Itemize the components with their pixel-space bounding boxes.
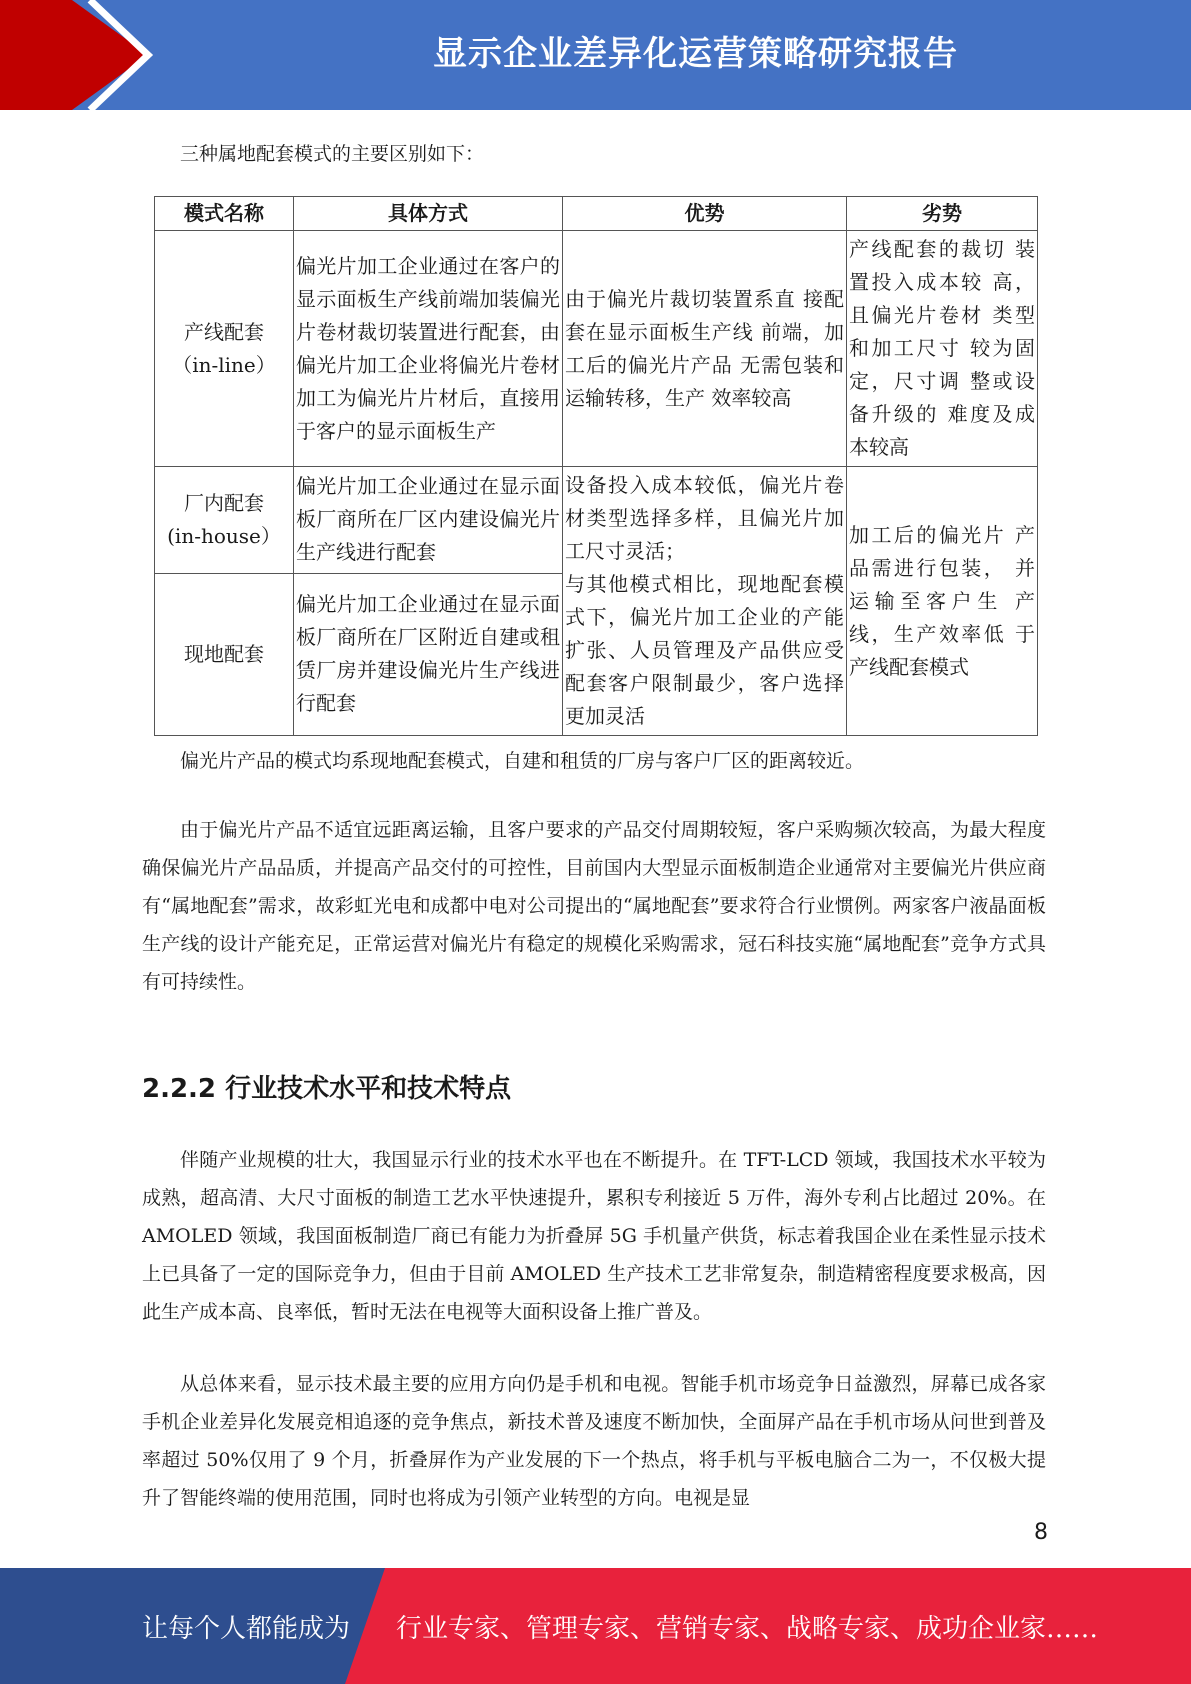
- header-cell: 模式名称: [155, 197, 294, 231]
- mode-method-cell: 偏光片加工企业通过在客户的显示面板生产线前端加装偏光片卷材裁切装置进行配套，由偏光片加工企业将偏光片卷材加工为偏光片片材后，直接用于客户的显示面板生产: [294, 231, 563, 467]
- header-cell: 劣势: [847, 197, 1038, 231]
- page-number: 8: [1034, 1520, 1048, 1545]
- mode-name-en: （in-line）: [172, 352, 276, 377]
- mode-method-cell: 偏光片加工企业通过在显示面板厂商所在厂区内建设偏光片生产线进行配套: [294, 467, 563, 574]
- mode-name: 现地配套: [184, 641, 264, 666]
- header-cell: 优势: [563, 197, 847, 231]
- table-row: [155, 231, 1038, 467]
- mode-comparison-table: [154, 196, 1038, 736]
- report-title: 显示企业差异化运营策略研究报告: [433, 34, 958, 74]
- footer-slogan-left: 让每个人都能成为: [142, 1614, 351, 1644]
- body-paragraph: 偏光片产品的模式均系现地配套模式，自建和租赁的厂房与客户厂区的距离较近。: [180, 750, 865, 772]
- mode-disadvantage-cell: 产线配套的裁切 装置投入成本较 高，且偏光片卷材 类型和加工尺寸 较为固定，尺寸调 整或设备升级的 难度及成本较高: [847, 231, 1038, 467]
- mode-name: 厂内配套: [184, 490, 264, 515]
- mode-method-cell: 偏光片加工企业通过在显示面板厂商所在厂区附近自建或租赁厂房并建设偏光片生产线进行配套: [294, 573, 563, 735]
- page-header: [0, 0, 1191, 110]
- body-paragraph: 由于偏光片产品不适宜远距离运输，且客户要求的产品交付周期较短，客户采购频次较高，为最大程度确保偏光片产品品质，并提高产品交付的可控性，目前国内大型显示面板制造企业通常对主要偏光片供应商有“属地配套”需求，故彩虹光电和成都中电对公司提出的“属地配套”要求符合行业惯例。两家客户液晶面板生产线的设计产能充足，正常运营对偏光片有稳定的规模化采购需求，冠石科技实施“属地配套”竞争方式具有可持续性。: [142, 819, 1046, 993]
- footer-slogan-right: 行业专家、管理专家、营销专家、战略专家、成功企业家……: [396, 1614, 1099, 1644]
- table-intro: 三种属地配套模式的主要区别如下：: [180, 143, 485, 165]
- body-paragraph: 从总体来看，显示技术最主要的应用方向仍是手机和电视。智能手机市场竞争日益激烈，屏幕已成各家手机企业差异化发展竞相追逐的竞争焦点，新技术普及速度不断加快，全面屏产品在手机市场从问世到普及率超过 50%仅用了 9 个月，折叠屏作为产业发展的下一个热点，将手机与平板电脑合二为一，不仅极大提升了智能终端的使用范围，同时也将成为引领产业转型的方向。电视是显: [142, 1373, 1046, 1509]
- table-row: [155, 467, 1038, 574]
- shared-advantage-1: 设备投入成本较低，偏光片卷材类型选择多样，且偏光片加工尺寸灵活；: [565, 473, 844, 563]
- header-cell: 具体方式: [294, 197, 563, 231]
- header-red-arrow: [0, 0, 148, 110]
- mode-name: 产线配套: [184, 319, 264, 344]
- shared-advantage-2: 与其他模式相比，现地配套模式下，偏光片加工企业的产能扩张、人员管理及产品供应受配套客户限制最少，客户选择更加灵活: [565, 572, 844, 728]
- mode-name-en: (in-house）: [167, 523, 281, 548]
- mode-name-cell: [155, 231, 294, 467]
- mode-advantage-cell: 由于偏光片裁切装置系直 接配套在显示面板生产线 前端，加工后的偏光片产品 无需包装和运输转移，生产 效率较高: [563, 231, 847, 467]
- shared-advantage-cell: [563, 467, 847, 736]
- shared-disadvantage-cell: 加工后的偏光片 产品需进行包装， 并运输至客户生 产线，生产效率低 于产线配套模式: [847, 467, 1038, 736]
- table-header-row: [155, 197, 1038, 231]
- body-paragraph: 伴随产业规模的壮大，我国显示行业的技术水平也在不断提升。在 TFT-LCD 领域，我国技术水平较为成熟，超高清、大尺寸面板的制造工艺水平快速提升，累积专利接近 5 万件，海外专利占比超过 20%。在 AMOLED 领域，我国面板制造厂商已有能力为折叠屏 5G 手机量产供货，标志着我国企业在柔性显示技术上已具备了一定的国际竞争力，但由于目前 AMOLED 生产技术工艺非常复杂，制造精密程度要求极高，因此生产成本高、良率低，暂时无法在电视等大面积设备上推广普及。: [142, 1149, 1046, 1323]
- mode-name-cell: [155, 467, 294, 574]
- page-footer: [0, 1568, 1191, 1684]
- mode-name-cell: [155, 573, 294, 735]
- section-heading: 2.2.2 行业技术水平和技术特点: [142, 1074, 512, 1104]
